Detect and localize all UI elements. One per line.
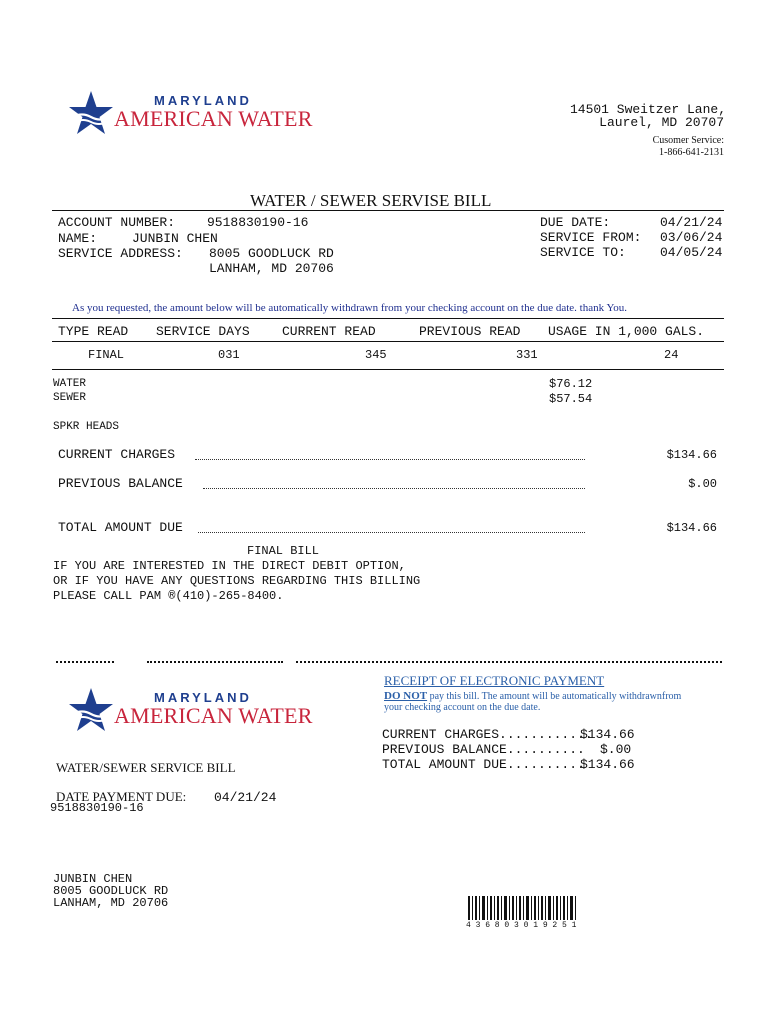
usage-header-previous-read: PREVIOUS READ [419, 324, 521, 339]
sewer-amount: $57.54 [549, 392, 593, 406]
bill-title: WATER / SEWER SERVISE BILL [250, 191, 492, 210]
stub-account-number: 9518830190-16 [50, 801, 144, 815]
stub-address-line1: 8005 GOODLUCK RD [53, 884, 169, 898]
account-number-label: ACCOUNT NUMBER: [58, 215, 176, 230]
star-icon [68, 90, 114, 136]
sewer-label: SEWER [53, 392, 87, 404]
service-from: 03/06/24 [660, 230, 723, 245]
barcode-number: 4 3 6 8 0 3 0 1 9 2 5 1 [466, 921, 577, 930]
customer-service-label: Cusomer Service: [652, 135, 724, 146]
name-label: NAME: [58, 231, 98, 246]
receipt-text-line1 [384, 690, 681, 702]
stub-company-logo [68, 687, 313, 733]
receipt-title: RECEIPT OF ELECTRONIC PAYMENT [384, 673, 605, 688]
usage-type-read: FINAL [88, 348, 125, 362]
current-charges-leader [195, 459, 585, 460]
message-line1: IF YOU ARE INTERESTED IN THE DIRECT DEBIT OPTION, [53, 559, 406, 573]
stub-previous-balance-amount: $.00 [600, 742, 632, 757]
logo-maryland: MARYLAND [154, 93, 252, 108]
usage-header-type-read: TYPE READ [58, 324, 129, 339]
receipt-text-line2: your checking account on the due date. [384, 702, 541, 713]
due-date: 04/21/24 [660, 215, 723, 230]
autopay-notice: As you requested, the amount below will be automatically withdrawn from your checking account on the due date. thank You. [72, 302, 628, 314]
usage-previous-read: 331 [516, 348, 538, 362]
total-due-amount: $134.66 [666, 521, 717, 535]
tear-line-segment-2 [147, 661, 283, 663]
previous-balance-leader [203, 488, 585, 489]
stub-logo-american-water: AMERICAN WATER [114, 703, 313, 728]
service-to-label: SERVICE TO: [540, 245, 626, 260]
do-not-label: DO NOT [384, 690, 428, 702]
usage-service-days: 031 [218, 348, 240, 362]
stub-total-due-label: TOTAL AMOUNT DUE.......... [382, 757, 585, 772]
current-charges-label: CURRENT CHARGES [58, 447, 176, 462]
due-date-label: DUE DATE: [540, 215, 611, 230]
message-line3: PLEASE CALL PAM ®(410)-265-8400. [53, 589, 284, 603]
company-address-line2: Laurel, MD 20707 [599, 115, 724, 130]
tear-line-segment-3 [296, 661, 722, 663]
stub-name: JUNBIN CHEN [53, 872, 133, 886]
previous-balance-label: PREVIOUS BALANCE [58, 476, 183, 491]
usage-table-top-rule [52, 318, 724, 319]
title-divider [52, 210, 724, 211]
stub-total-due-amount: $134.66 [580, 757, 635, 772]
current-charges-amount: $134.66 [666, 448, 717, 462]
tear-line-segment-1 [56, 661, 114, 663]
final-bill-label: FINAL BILL [247, 544, 320, 558]
stub-star-icon [68, 687, 114, 733]
receipt-text-1: pay this bill. The amount will be automatically withdrawnfrom [427, 691, 682, 702]
usage-table-bottom-rule [52, 369, 724, 370]
service-from-label: SERVICE FROM: [540, 230, 642, 245]
previous-balance-amount: $.00 [688, 477, 717, 491]
stub-date-due-label: DATE PAYMENT DUE: [56, 789, 187, 804]
stub-current-charges-amount: $134.66 [580, 727, 635, 742]
customer-service-phone: 1-866-641-2131 [659, 147, 724, 158]
stub-current-charges-label: CURRENT CHARGES............ [382, 727, 593, 742]
total-due-label: TOTAL AMOUNT DUE [58, 520, 183, 535]
message-line2: OR IF YOU HAVE ANY QUESTIONS REGARDING THIS BILLING [53, 574, 421, 588]
company-address-line1: 14501 Sweitzer Lane, [569, 102, 726, 117]
stub-date-due: 04/21/24 [214, 790, 277, 805]
logo-american-water: AMERICAN WATER [114, 106, 313, 131]
total-due-leader [198, 532, 585, 533]
usage-current-read: 345 [365, 348, 387, 362]
service-address-label: SERVICE ADDRESS: [58, 246, 183, 261]
water-amount: $76.12 [549, 377, 593, 391]
usage-header-service-days: SERVICE DAYS [156, 324, 250, 339]
barcode [468, 896, 578, 922]
spkr-heads-label: SPKR HEADS [53, 421, 120, 433]
stub-bill-label: WATER/SEWER SERVICE BILL [56, 760, 236, 775]
account-number: 9518830190-16 [207, 215, 309, 230]
stub-logo-maryland: MARYLAND [154, 690, 252, 705]
stub-previous-balance-label: PREVIOUS BALANCE.......... [382, 742, 585, 757]
service-address-line2: LANHAM, MD 20706 [209, 261, 334, 276]
stub-address-line2: LANHAM, MD 20706 [53, 896, 169, 910]
service-address-line1: 8005 GOODLUCK RD [209, 246, 334, 261]
usage-header-usage: USAGE IN 1,000 GALS. [548, 324, 705, 339]
company-logo [68, 90, 313, 136]
service-to: 04/05/24 [660, 245, 723, 260]
usage-gallons: 24 [664, 348, 679, 362]
water-label: WATER [53, 378, 87, 390]
usage-header-rule [52, 341, 724, 342]
usage-header-current-read: CURRENT READ [282, 324, 376, 339]
customer-name: JUNBIN CHEN [132, 231, 218, 246]
